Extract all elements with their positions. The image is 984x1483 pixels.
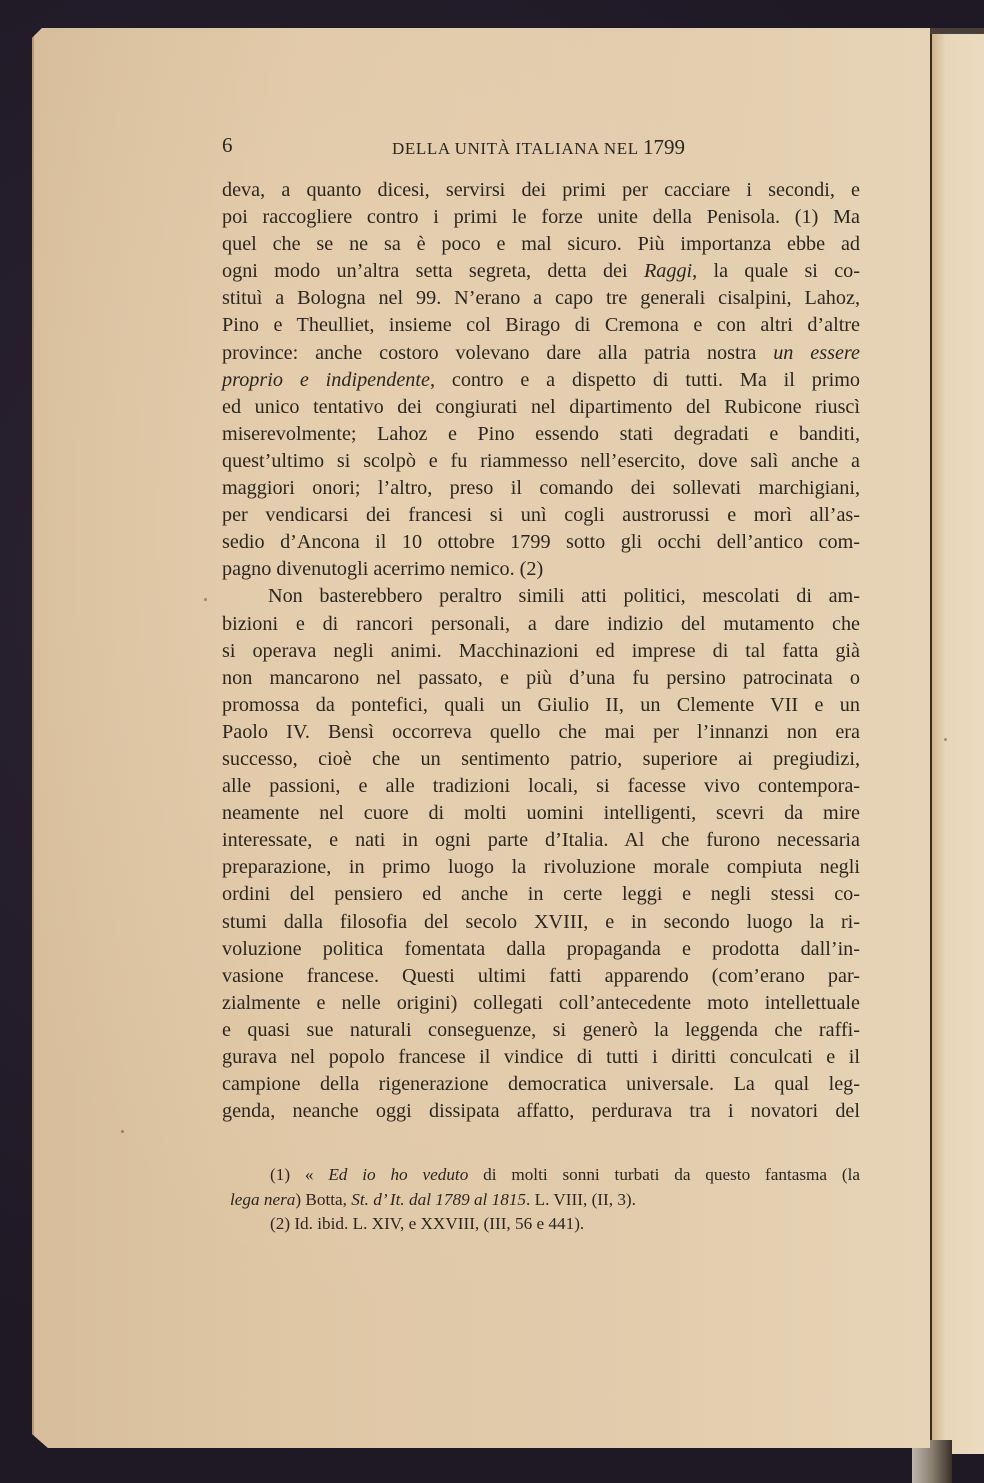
running-title-year: 1799 (642, 135, 685, 159)
footnote-1-citation: . L. VIII, (II, 3). (526, 1189, 636, 1209)
footnote-1-quote: Ed io ho veduto (328, 1165, 469, 1184)
text-line: quel che se ne sa è poco e mal sicuro. Più importanza ebbe ad (222, 233, 860, 256)
footnote-2: (2) Id. ibid. L. XIV, e XXVIII, (III, 56 e 441). (270, 1214, 585, 1233)
footnotes (230, 1163, 860, 1237)
text-line: stumi dalla filosofia del secolo XVIII, e in secondo luogo la ri- (222, 910, 860, 933)
running-head (222, 133, 882, 161)
text-segment: ogni modo un’altra setta segreta, detta dei (222, 260, 644, 283)
text-line: e quasi sue naturali conseguenze, si generò la leggenda che raffi- (222, 1018, 860, 1041)
text-line: successo, cioè che un sentimento patrio, superiore ai pregiudizi, (222, 747, 860, 770)
text-line: gurava nel popolo francese il vindice di tutti i diritti conculcati e il (222, 1046, 860, 1068)
text-line: neamente nel cuore di molti uomini intelligenti, scevri da mire (222, 802, 860, 825)
footnote-1-work-title: St. d’ It. dal 1789 al 1815 (351, 1189, 527, 1209)
text-line: campione della rigenerazione democratica universale. La qual leg- (222, 1073, 860, 1096)
text-line: maggiori onori; l’altro, preso il comando dei sollevati marchigiani, (222, 477, 860, 500)
text-line: pagno divenutogli acerrimo nemico. (2) (222, 558, 544, 581)
text-line: Non basterebbero peraltro simili atti politici, mescolati di am- (268, 585, 860, 608)
text-line: deva, a quanto dicesi, servirsi dei primi per cacciare i secondi, e (222, 179, 860, 201)
text-line: poi raccogliere contro i primi le forze unite della Penisola. (1) Ma (222, 206, 860, 229)
footnote-1-italic-lega-nera: lega nera (230, 1189, 296, 1209)
italic-segment: proprio e indipendente (222, 368, 430, 391)
paper-speck (204, 598, 207, 601)
text-line: non mancarono nel passato, e più d’una fu persino patrocinata o (222, 666, 860, 689)
body-text (222, 177, 860, 1125)
paper-speck (944, 738, 947, 741)
footnote-1-line-1 (230, 1163, 860, 1188)
paper-speck (121, 1130, 124, 1133)
text-line: ed unico tentativo dei congiurati nel dipartimento del Rubicone riuscì (222, 395, 860, 418)
text-line (222, 258, 860, 285)
footnote-1-author: ) Botta, (295, 1189, 352, 1209)
running-title (392, 135, 685, 160)
footnote-1-marker: (1) « (270, 1165, 329, 1184)
text-line: miserevolmente; Lahoz e Pino essendo stati degradati e banditi, (222, 422, 860, 445)
text-segment: , contro e a dispetto di tutti. Ma il primo (429, 368, 860, 391)
text-segment: province: anche costoro volevano dare alla patria nostra (222, 341, 774, 364)
footnote-1-text: di molti sonni turbati da questo fantasma (la (468, 1165, 861, 1184)
text-line: per vendicarsi dei francesi si unì cogli austrorussi e morì all’as- (222, 504, 860, 527)
text-line: sedio d’Ancona il 10 ottobre 1799 sotto gli occhi dell’antico com- (222, 531, 860, 554)
text-line: Paolo IV. Bensì occorreva quello che mai per l’innanzi non era (222, 720, 860, 743)
facing-page-edge (930, 34, 984, 1454)
text-line: alle passioni, e alle tradizioni locali, si facesse vivo contempora- (222, 775, 860, 798)
text-segment: , la quale si co- (692, 260, 860, 283)
text-line: quest’ultimo si scolpò e fu riammesso nell’esercito, dove salì anche a (222, 449, 860, 472)
text-line: promossa da pontefici, quali un Giulio II, un Clemente VII e un (222, 693, 860, 716)
italic-segment: un essere (773, 341, 860, 364)
text-line: preparazione, in primo luogo la rivoluzione morale compiuta negli (222, 856, 860, 879)
text-line: si operava negli animi. Macchinazioni ed imprese di tal fatta già (222, 639, 860, 662)
footnote-1-line-2 (230, 1188, 860, 1213)
text-line: interessate, e nati in ogni parte d’Italia. Al che furono necessaria (222, 829, 860, 852)
text-line: stituì a Bologna nel 99. N’erano a capo tre generali cisalpini, Lahoz, (222, 287, 860, 310)
text-line: Pino e Theulliet, insieme col Birago di Cremona e con altri d’altre (222, 314, 860, 337)
text-line: voluzione politica fomentata dalla propaganda e prodotta dall’in- (222, 937, 860, 960)
text-line (222, 340, 860, 367)
text-line: vasione francese. Questi ultimi fatti apparendo (com’erano par- (222, 964, 860, 987)
italic-segment: Raggi (643, 260, 693, 283)
text-line: ordini del pensiero ed anche in certe leggi e negli stessi co- (222, 883, 860, 906)
text-line: zialmente e nelle origini) collegati coll’antecedente moto intellettuale (222, 991, 860, 1014)
text-line: bizioni e di rancori personali, a dare indizio del mutamento che (222, 612, 860, 635)
running-title-text: DELLA UNITÀ ITALIANA NEL (392, 139, 643, 158)
text-line (222, 367, 860, 394)
text-line: genda, neanche oggi dissipata affatto, perdurava tra i novatori del (222, 1100, 860, 1123)
page-number: 6 (222, 133, 233, 157)
